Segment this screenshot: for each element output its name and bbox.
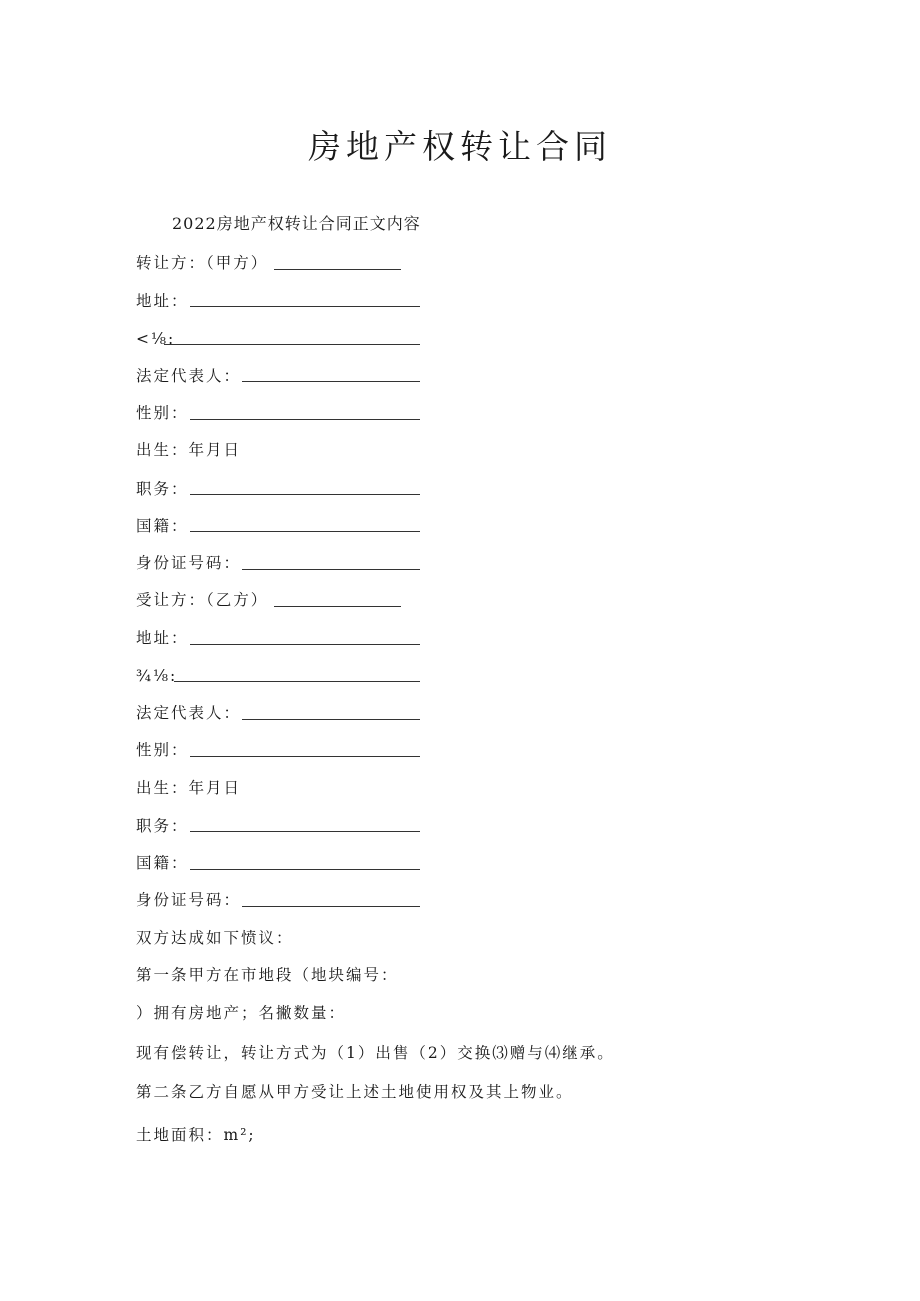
party-a-address-label: 地址：: [136, 292, 189, 310]
party-b-name-blank[interactable]: [274, 606, 401, 607]
party-a-id-number-label: 身份证号码：: [136, 554, 242, 572]
party-b-address-label: 地址：: [136, 629, 189, 647]
party-b-address-blank[interactable]: [190, 644, 420, 645]
party-b-legal-rep-blank[interactable]: [242, 719, 420, 720]
party-b-legal-rep-label: 法定代表人：: [136, 704, 242, 722]
article-1-line-2: ）拥有房地产；名撇数量：: [136, 1004, 347, 1022]
party-a-id-number-blank[interactable]: [242, 569, 420, 570]
party-a-heading: [136, 250, 268, 276]
party-b-id-number-label: 身份证号码：: [136, 891, 242, 909]
party-b-heading-label: 受让方：（乙方）: [136, 591, 269, 609]
party-a-zip: [136, 326, 175, 352]
party-a-heading-label: 转让方：（甲方）: [136, 254, 269, 272]
party-b-gender: [136, 737, 189, 763]
party-a-legal-rep-label: 法定代表人：: [136, 367, 242, 385]
document-subtitle: 2022房地产权转让合同正文内容: [172, 214, 421, 233]
party-b-gender-blank[interactable]: [190, 756, 420, 757]
party-b-nationality-blank[interactable]: [190, 869, 420, 870]
party-b-position: [136, 813, 189, 839]
party-a-address: [136, 288, 189, 314]
agreement-line: 双方达成如下愤议：: [136, 929, 294, 947]
party-a-position: [136, 476, 189, 502]
party-a-name-blank[interactable]: [274, 269, 401, 270]
party-b-address: [136, 625, 189, 651]
party-b-legal-rep: [136, 700, 241, 726]
party-b-position-blank[interactable]: [190, 831, 420, 832]
party-a-address-blank[interactable]: [190, 306, 420, 307]
party-b-zip: [136, 663, 177, 689]
party-a-birth: [136, 437, 241, 463]
party-b-id-number: [136, 887, 241, 913]
party-b-zip-label: ¾⅛:: [136, 667, 178, 685]
party-a-position-label: 职务：: [136, 480, 189, 498]
document-title: 房地产权转让合同: [308, 127, 612, 166]
article-2-line: 第二条乙方自愿从甲方受让上述土地使用权及其上物业。: [136, 1083, 574, 1101]
party-b-id-number-blank[interactable]: [242, 906, 420, 907]
party-a-id-number: [136, 550, 241, 576]
party-a-gender-blank[interactable]: [190, 419, 420, 420]
party-a-zip-blank[interactable]: [164, 344, 420, 345]
party-a-zip-label: <⅛:: [136, 330, 176, 348]
party-b-birth-label: 出生：年月日: [136, 779, 242, 797]
article-1-line-1: 第一条甲方在市地段（地块编号：: [136, 966, 399, 984]
party-b-zip-blank[interactable]: [174, 681, 420, 682]
party-a-nationality-label: 国籍：: [136, 517, 189, 535]
party-a-legal-rep: [136, 363, 241, 389]
land-area-line: 土地面积：m²;: [136, 1126, 256, 1144]
party-a-legal-rep-blank[interactable]: [242, 381, 420, 382]
party-a-nationality: [136, 513, 189, 539]
party-a-birth-label: 出生：年月日: [136, 441, 242, 459]
article-1-line-3: 现有偿转让，转让方式为（1）出售（2）交换⑶赠与⑷继承。: [136, 1044, 615, 1062]
party-b-birth: [136, 775, 241, 801]
party-b-heading: [136, 587, 268, 613]
party-b-nationality-label: 国籍：: [136, 854, 189, 872]
party-a-nationality-blank[interactable]: [190, 531, 420, 532]
party-b-position-label: 职务：: [136, 817, 189, 835]
party-a-gender-label: 性别：: [136, 404, 189, 422]
party-a-gender: [136, 400, 189, 426]
party-b-gender-label: 性别：: [136, 741, 189, 759]
party-b-nationality: [136, 850, 189, 876]
party-a-position-blank[interactable]: [190, 494, 420, 495]
